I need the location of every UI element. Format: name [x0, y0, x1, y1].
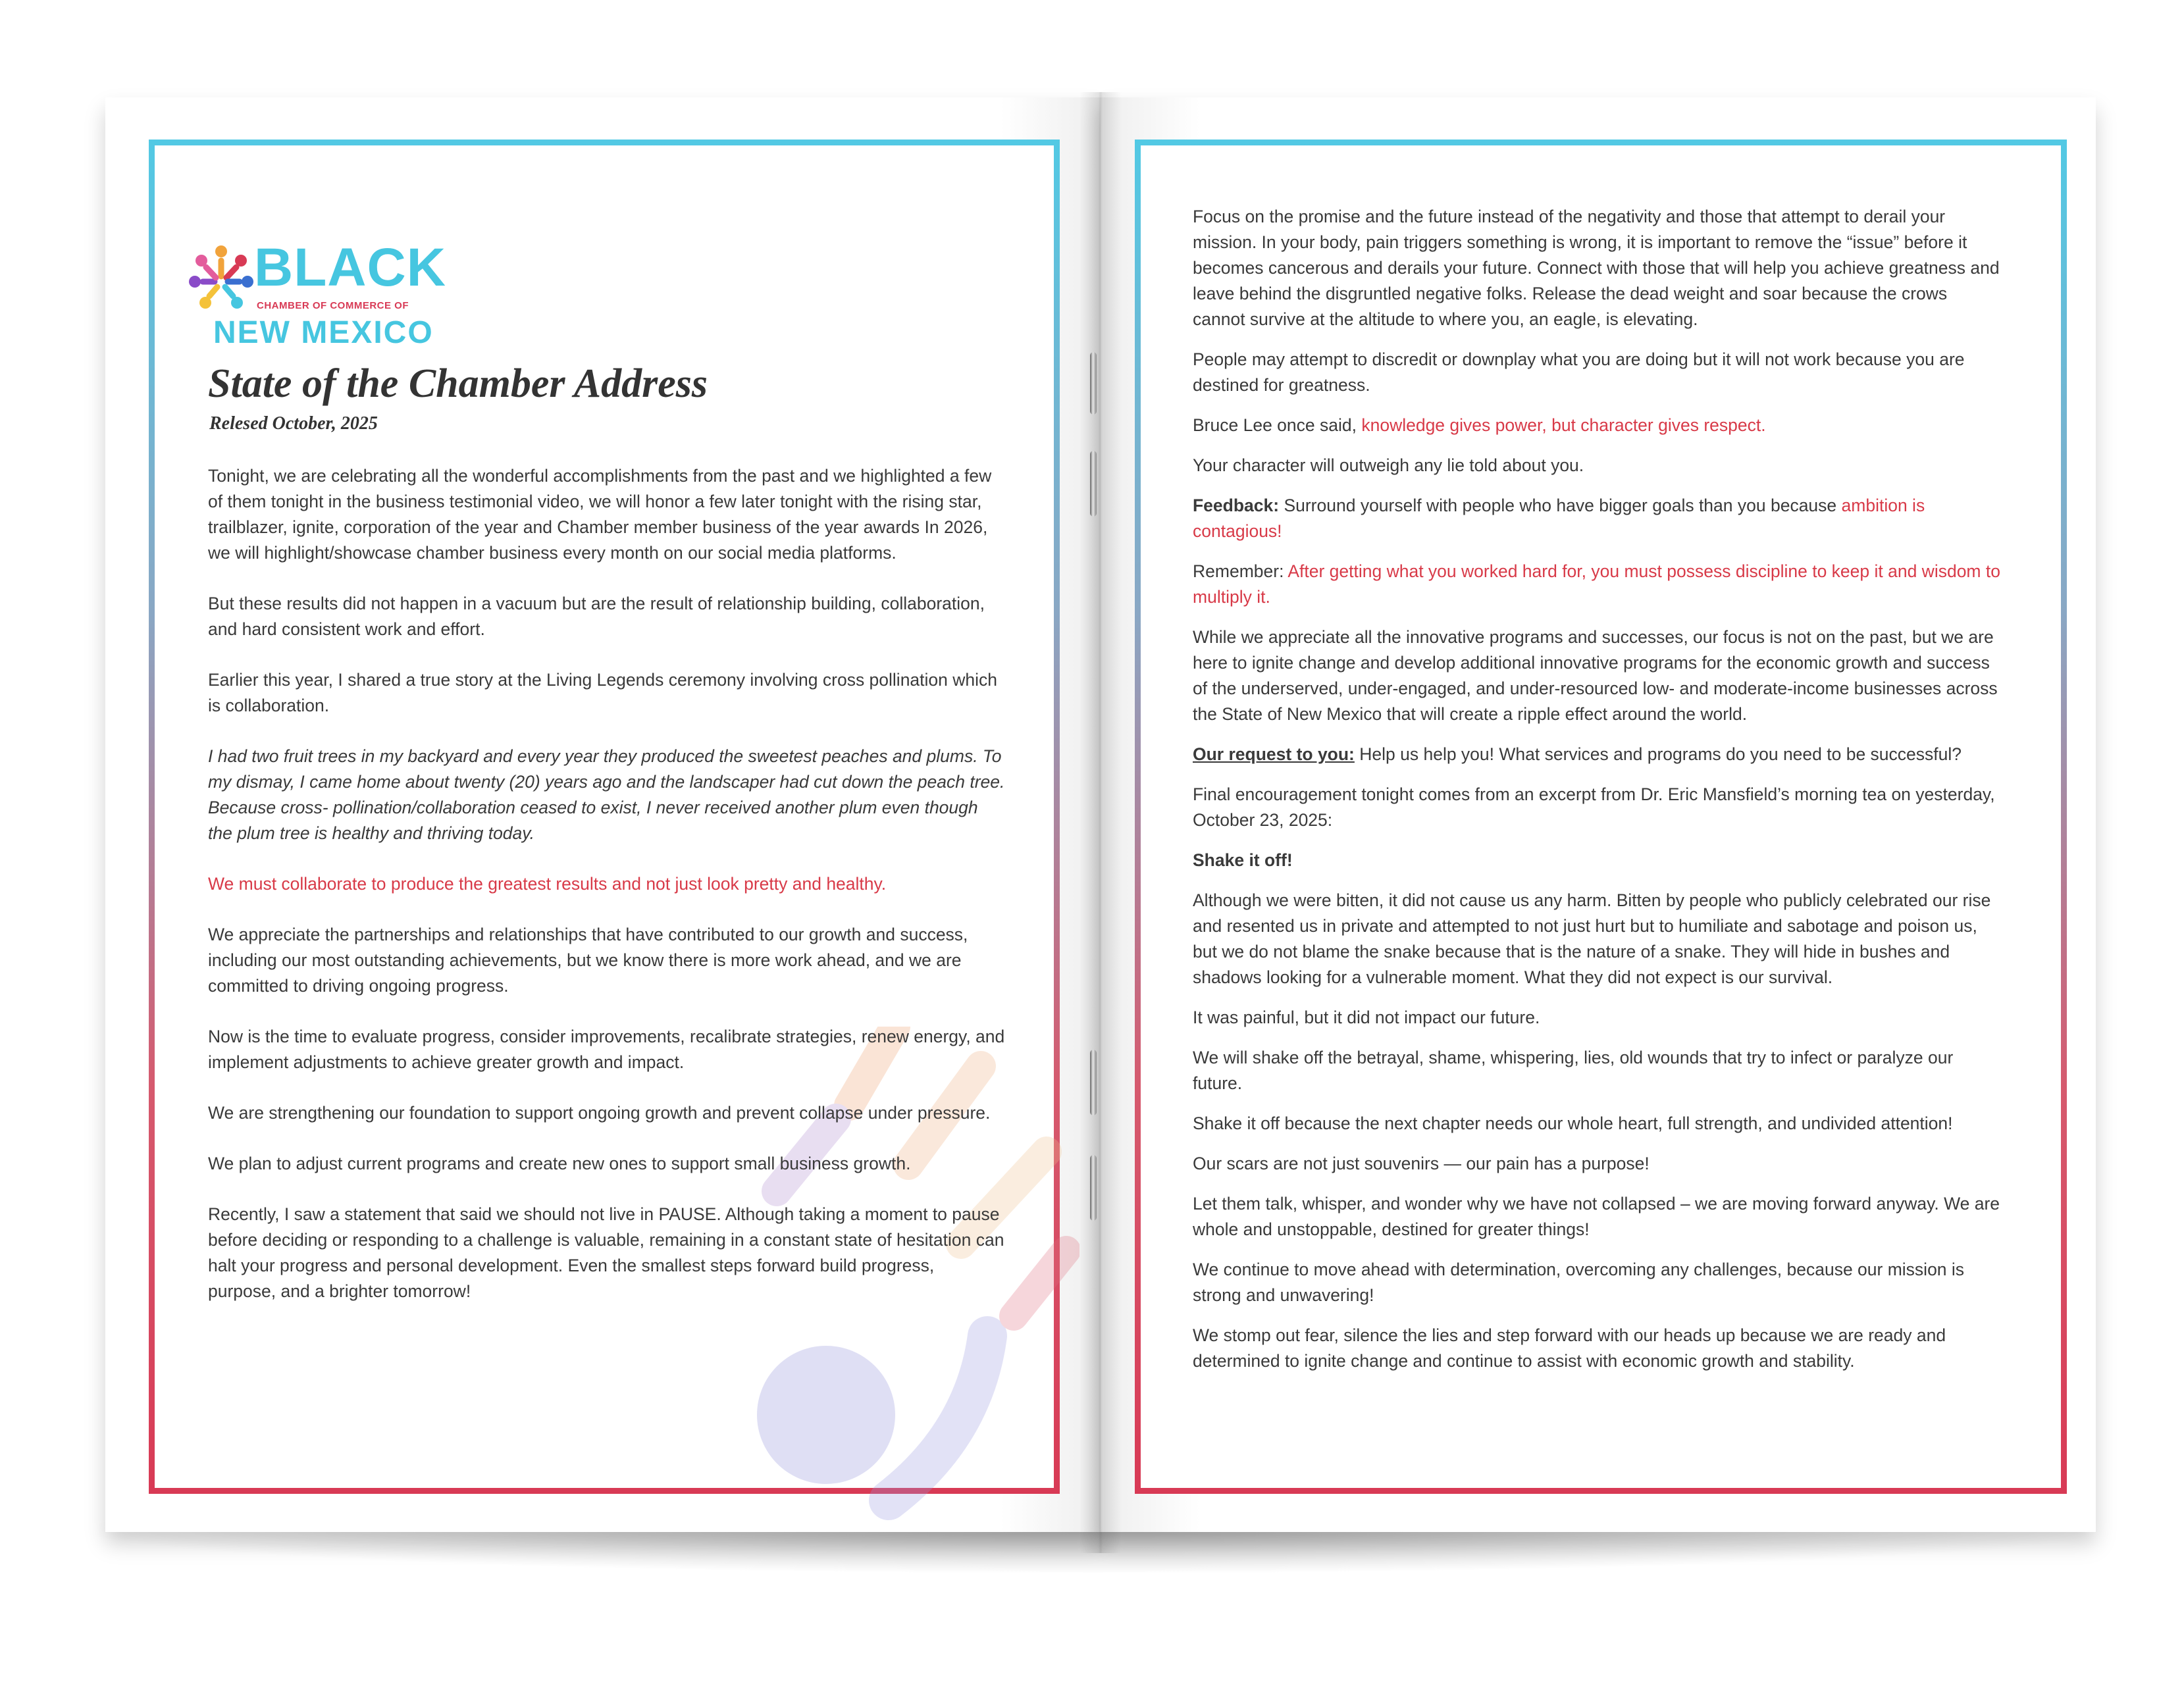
remember-highlight: After getting what you worked hard for, you must possess discipline to keep it and wisdom to multiply it.	[1193, 561, 2000, 607]
paragraph: We appreciate the partnerships and relationships that have contributed to our growth and success, including our most outstanding achievements, but we know there is more work ahead, and we are committed to driving ongoing progress.	[208, 925, 968, 996]
paragraph: Final encouragement tonight comes from an excerpt from Dr. Eric Mansfield’s morning tea on yesterday, October 23, 2025:	[1193, 784, 1995, 830]
people-circle-logo-icon	[187, 243, 255, 317]
request-text: Help us help you! What services and programs do you need to be successful?	[1354, 744, 1962, 764]
paragraph: Recently, I saw a statement that said we should not live in PAUSE. Although taking a moment to pause before deciding or responding to a challenge is valuable, remaining in a constant state of hesitation can halt your progress and personal development. Even the smallest steps forward build progress, purpose, and a brighter tomorrow!	[208, 1204, 1004, 1301]
paragraph: People may attempt to discredit or downplay what you are doing but it will not work because you are destined for greatness.	[1193, 349, 1965, 395]
logo-word-black: BLACK	[254, 238, 446, 297]
left-page-body	[208, 463, 1006, 1329]
story-paragraph: I had two fruit trees in my backyard and every year they produced the sweetest peaches and plums. To my dismay, I came home about twenty (20) years ago and the landscaper had cut down the peach tree. Because cross- pollination/collaboration ceased to exist, I never received another plum even though the plum tree is healthy and thriving today.	[208, 746, 1005, 843]
remember-paragraph	[1193, 559, 2004, 610]
paragraph: Focus on the promise and the future instead of the negativity and those that attempt to derail your mission. In your body, pain triggers something is wrong, it is important to remove the “issue” before it becomes cancerous and derails your future. Connect with those that will help you achieve greatness and leave behind the disgruntled negative folks. Release the dead weight and soar because the crows cannot survive at the altitude to where you, an eagle, is elevating.	[1193, 207, 2000, 329]
feedback-text: Surround yourself with people who have bigger goals than you because	[1279, 496, 1842, 515]
book-spine	[1079, 92, 1122, 1553]
feedback-label: Feedback:	[1193, 496, 1280, 515]
paragraph: Our scars are not just souvenirs — our pain has a purpose!	[1193, 1154, 1650, 1173]
paragraph: Now is the time to evaluate progress, consider improvements, recalibrate strategies, renew energy, and implement adjustments to achieve greater growth and impact.	[208, 1027, 1005, 1072]
paragraph: We continue to move ahead with determination, overcoming any challenges, because our mission is strong and unwavering!	[1193, 1260, 1965, 1305]
paragraph: We stomp out fear, silence the lies and step forward with our heads up because we are ready and determined to ignite change and continue to assist with economic growth and stability.	[1193, 1325, 1946, 1371]
document-date: Relesed October, 2025	[209, 413, 378, 434]
paragraph: Tonight, we are celebrating all the wonderful accomplishments from the past and we highlighted a few of them tonight in the business testimonial video, we will honor a few later tonight with the rising star, trailblazer, ignite, corporation of the year and Chamber member business of the year awards In 2026, we will highlight/showcase chamber business every month on our social media platforms.	[208, 466, 992, 563]
quote-lead: Bruce Lee once said,	[1193, 415, 1362, 435]
paragraph: While we appreciate all the innovative programs and successes, our focus is not on the past, but we are here to ignite change and develop additional innovative programs for the economic growth and success of the underserved, under-engaged, and under-resourced low- and moderate-income businesses across the State of New Mexico that will create a ripple effect around the world.	[1193, 627, 1998, 724]
chamber-logo	[187, 238, 446, 353]
paragraph: It was painful, but it did not impact our future.	[1193, 1008, 1540, 1027]
quote-text: knowledge gives power, but character gives respect.	[1361, 415, 1766, 435]
logo-tagline: CHAMBER OF COMMERCE OF	[257, 300, 409, 311]
paragraph: Your character will outweigh any lie told about you.	[1193, 455, 1584, 475]
quote-paragraph	[1193, 413, 2004, 438]
staple-3	[1090, 1050, 1097, 1115]
section-heading: Shake it off!	[1193, 850, 1293, 870]
paragraph: We will shake off the betrayal, shame, whispering, lies, old wounds that try to infect or paralyze our future.	[1193, 1048, 1954, 1093]
request-label: Our request to you:	[1193, 744, 1355, 764]
document-title: State of the Chamber Address	[208, 361, 708, 406]
paragraph: We are strengthening our foundation to support ongoing growth and prevent collapse under pressure.	[208, 1103, 991, 1123]
paragraph: Shake it off because the next chapter needs our whole heart, full strength, and undivided attention!	[1193, 1113, 1953, 1133]
highlight-paragraph: We must collaborate to produce the greatest results and not just look pretty and healthy.	[208, 874, 887, 894]
paragraph: Let them talk, whisper, and wonder why we have not collapsed – we are moving forward anyway. We are whole and unstoppable, destined for greater things!	[1193, 1194, 2000, 1239]
staple-1	[1090, 352, 1097, 415]
logo-word-new-mexico: NEW MEXICO	[213, 315, 434, 350]
paragraph: Earlier this year, I shared a true story at the Living Legends ceremony involving cross pollination which is collaboration.	[208, 670, 998, 715]
remember-label: Remember:	[1193, 561, 1288, 581]
feedback-paragraph	[1193, 493, 2004, 544]
staple-4	[1090, 1155, 1097, 1221]
paragraph: Although we were bitten, it did not cause us any harm. Bitten by people who publicly celebrated our rise and resented us in private and attempted to not just hurt but to humiliate and sabotage and poison us, but we do not blame the snake because that is the nature of a snake. They will hide in bushes and shadows looking for a vulnerable moment. What they did not expect is our survival.	[1193, 890, 1991, 987]
staple-2	[1090, 451, 1097, 517]
right-page-body	[1193, 204, 2004, 1389]
paragraph: But these results did not happen in a vacuum but are the result of relationship building, collaboration, and hard consistent work and effort.	[208, 594, 985, 639]
paragraph: We plan to adjust current programs and create new ones to support small business growth.	[208, 1154, 911, 1173]
request-paragraph	[1193, 742, 2004, 767]
feedback-highlight: ambition is contagious!	[1193, 496, 1925, 541]
